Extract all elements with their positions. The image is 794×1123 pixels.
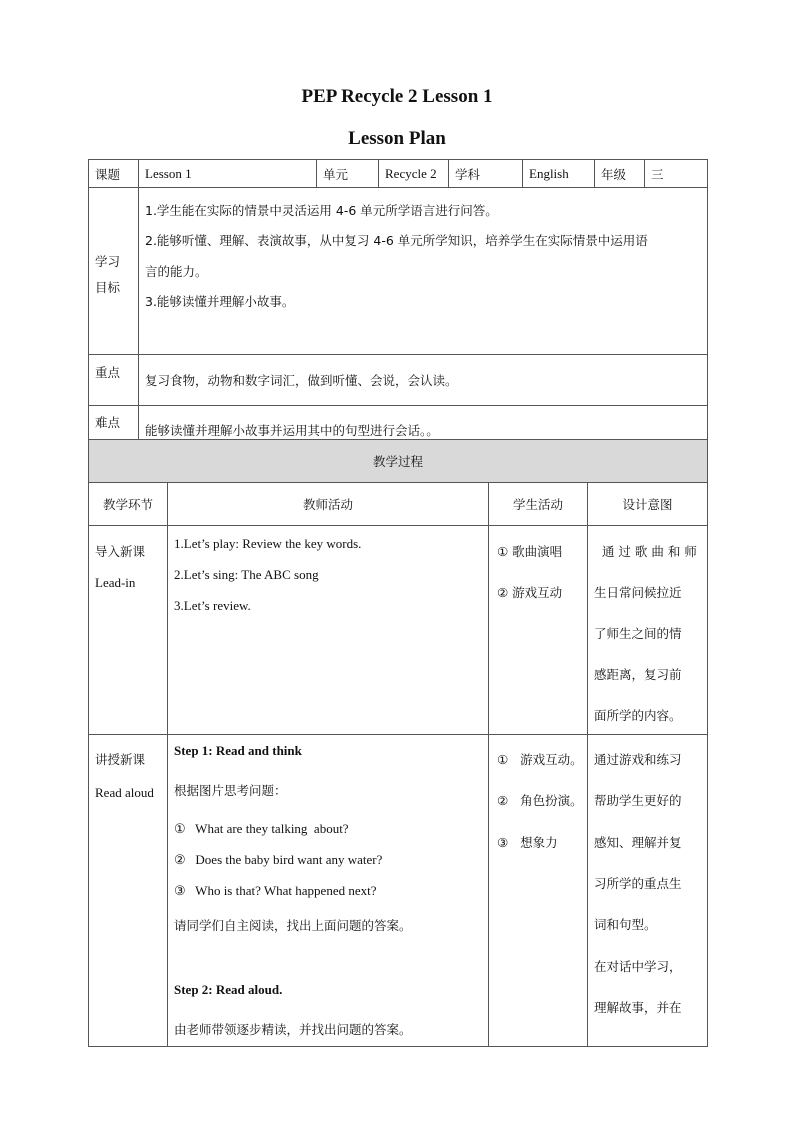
leadin-intent-line: 面所学的内容。: [594, 708, 682, 723]
step2-description: 由老师带领逐步精读，并找出问题的答案。: [174, 1022, 412, 1037]
leadin-student-item: ① 歌曲演唱: [497, 544, 563, 559]
readaloud-stage-en: Read aloud: [95, 785, 154, 800]
key-points-value: 复习食物，动物和数字词汇，做到听懂、会说，会认读。: [139, 355, 708, 406]
key-points-label: 重点: [89, 355, 139, 406]
readaloud-student-item: ① 游戏互动。: [497, 752, 583, 767]
readaloud-student-item: ③ 想象力: [497, 835, 558, 850]
leadin-intent: [588, 526, 708, 735]
leadin-teacher-line: 2.Let’s sing: The ABC song: [174, 567, 319, 582]
step1-heading: Step 1: Read and think: [174, 743, 302, 758]
readaloud-intent-line: 理解故事，并在: [594, 1000, 682, 1015]
unit-value: Recycle 2: [379, 160, 449, 188]
topic-value: Lesson 1: [139, 160, 317, 188]
objective-2b: 言的能力。: [145, 263, 208, 279]
readaloud-student-item: ② 角色扮演。: [497, 793, 583, 808]
readaloud-stage-cn: 讲授新课: [95, 752, 146, 767]
grade-label: 年级: [595, 160, 645, 188]
difficulty-label: 难点: [89, 406, 139, 454]
col-student: 学生活动: [489, 483, 588, 526]
step1-description: 根据图片思考问题：: [174, 783, 287, 798]
document-title: PEP Recycle 2 Lesson 1: [301, 86, 493, 107]
difficulty-value: 能够读懂并理解小故事并运用其中的句型进行会话。。: [139, 406, 708, 454]
question-item: ① What are they talking about?: [174, 821, 349, 836]
topic-label: 课题: [89, 160, 139, 188]
subject-value: English: [523, 160, 595, 188]
objective-2a: 2.能够听懂、理解、表演故事，从中复习 4-6 单元所学知识，培养学生在实际情景中运用语: [145, 233, 648, 248]
teaching-process-table: [88, 439, 708, 1047]
objectives-label-line2: 目标: [95, 280, 121, 295]
objectives-label: [89, 188, 139, 355]
objectives-label-line1: 学习: [95, 254, 121, 269]
leadin-teacher-line: 3.Let’s review.: [174, 598, 251, 613]
readaloud-intent-line: 感知、理解并复: [594, 835, 682, 850]
readaloud-intent: [588, 735, 708, 1047]
leadin-student-item: ② 游戏互动: [497, 585, 563, 600]
unit-label: 单元: [317, 160, 379, 188]
readaloud-intent-line: 通过游戏和练习: [594, 752, 682, 767]
col-stage: 教学环节: [89, 483, 168, 526]
leadin-teacher: [168, 526, 489, 735]
readaloud-intent-line: 在对话中学习，: [594, 959, 682, 974]
leadin-stage: [89, 526, 168, 735]
leadin-stage-cn: 导入新课: [95, 544, 146, 559]
readaloud-intent-line: 帮助学生更好的: [594, 793, 682, 808]
leadin-intent-line: 生日常问候拉近: [594, 585, 682, 600]
readaloud-teacher: [168, 735, 489, 1047]
step1-task: 请同学们自主阅读，找出上面问题的答案。: [174, 918, 412, 933]
readaloud-intent-line: 习所学的重点生: [594, 876, 682, 891]
objectives-content: [139, 188, 708, 355]
leadin-students: [489, 526, 588, 735]
leadin-intent-line: 了师生之间的情: [594, 626, 682, 641]
readaloud-stage: [89, 735, 168, 1047]
lesson-info-table: [88, 159, 708, 454]
readaloud-intent-line: 词和句型。: [594, 917, 657, 932]
readaloud-students: [489, 735, 588, 1047]
objective-1: 1.学生能在实际的情景中灵活运用 4-6 单元所学语言进行问答。: [145, 202, 498, 218]
leadin-intent-line: 通 过 歌 曲 和 师: [594, 544, 697, 559]
step2-heading: Step 2: Read aloud.: [174, 982, 283, 997]
leadin-teacher-line: 1.Let’s play: Review the key words.: [174, 536, 362, 551]
question-item: ② Does the baby bird want any water?: [174, 852, 383, 867]
subject-label: 学科: [449, 160, 523, 188]
objective-3: 3.能够读懂并理解小故事。: [145, 294, 295, 309]
col-intent: 设计意图: [588, 483, 708, 526]
question-item: ③ Who is that? What happened next?: [174, 883, 377, 898]
grade-value: 三: [645, 160, 708, 188]
col-teacher: 教师活动: [168, 483, 489, 526]
process-banner: 教学过程: [89, 440, 708, 483]
leadin-stage-en: Lead-in: [95, 575, 136, 590]
leadin-intent-line: 感距离，复习前: [594, 667, 682, 682]
document-subtitle: Lesson Plan: [348, 128, 446, 149]
